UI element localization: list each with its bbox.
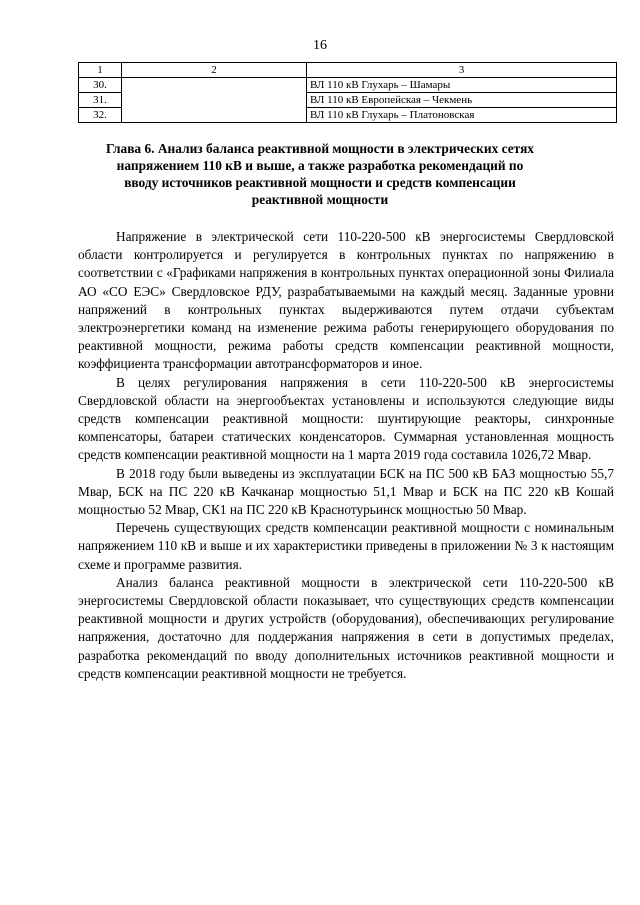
table-header-row	[79, 63, 617, 78]
body-text	[78, 228, 614, 683]
page-number: 16	[313, 38, 327, 53]
table-row	[79, 78, 617, 93]
power-line-cell: ВЛ 110 кВ Европейская – Чекмень	[307, 93, 617, 108]
power-line-cell: ВЛ 110 кВ Глухарь – Платоновская	[307, 108, 617, 123]
table-header-cell: 3	[307, 63, 617, 78]
power-line-cell: ВЛ 110 кВ Глухарь – Шамары	[307, 78, 617, 93]
paragraph: Анализ баланса реактивной мощности в электрической сети 110-220-500 кВ энергосистемы Свердловской области показывает, что существующих средств компенсации реактивной мощности и других устройств (оборудования), обеспечивающих регулирование напряжения, достаточно для поддержания напряжения в сети в допустимых пределах, разработка рекомендаций по вводу дополнительных источников реактивной мощности и средств компенсации реактивной мощности не требуется.	[78, 574, 614, 681]
merged-empty-cell	[122, 78, 307, 123]
row-number-cell: 30.	[79, 78, 122, 93]
table-header-cell: 1	[79, 63, 122, 78]
continuation-table	[78, 62, 617, 123]
row-number-cell: 31.	[79, 93, 122, 108]
row-number-cell: 32.	[79, 108, 122, 123]
paragraph: В 2018 году были выведены из эксплуатации БСК на ПС 500 кВ БАЗ мощностью 55,7 Мвар, БСК на ПС 220 кВ Качканар мощностью 51,1 Мвар и БСК на ПС 220 кВ Кошай мощностью 52 Мвар, СК1 на ПС 220 кВ Краснотурьинск мощностью 50 Мвар.	[78, 465, 614, 518]
paragraph: В целях регулирования напряжения в сети 110-220-500 кВ энергосистемы Свердловской области на энергообъектах установлены и используются следующие виды средств компенсации реактивной мощности: шунтирующие реакторы, синхронные компенсаторы, батареи статических конденсаторов. Суммарная установленная мощность средств компенсации реактивной мощности на 1 марта 2019 года составила 1026,72 Мвар.	[78, 374, 614, 463]
table-header-cell: 2	[122, 63, 307, 78]
paragraph: Напряжение в электрической сети 110-220-500 кВ энергосистемы Свердловской области контролируется и регулируется в контрольных пунктах по напряжению в соответствии с «Графиками напряжения в контрольных пунктах операционной зоны Филиала АО «СО ЕЭС» Свердловское РДУ, разрабатываемыми на каждый месяц. Заданные уровни напряжений в контрольных пунктах выдерживаются путем отдачи субъектам электроэнергетики команд на изменение режима работы генерирующего оборудования по реактивной мощности, режима работы средств компенсации реактивной мощности, коэффициента трансформации автотрансформаторов и иное.	[78, 229, 614, 372]
paragraph: Перечень существующих средств компенсации реактивной мощности с номинальным напряжением 110 кВ и выше и их характеристики приведены в приложении № 3 к настоящим схеме и программе развития.	[78, 520, 614, 572]
chapter-heading: Глава 6. Анализ баланса реактивной мощности в электрических сетях напряжением 110 кВ и выше, а также разработка рекомендаций по вводу источников реактивной мощности и средств компенсации реактивной мощности	[105, 141, 535, 207]
